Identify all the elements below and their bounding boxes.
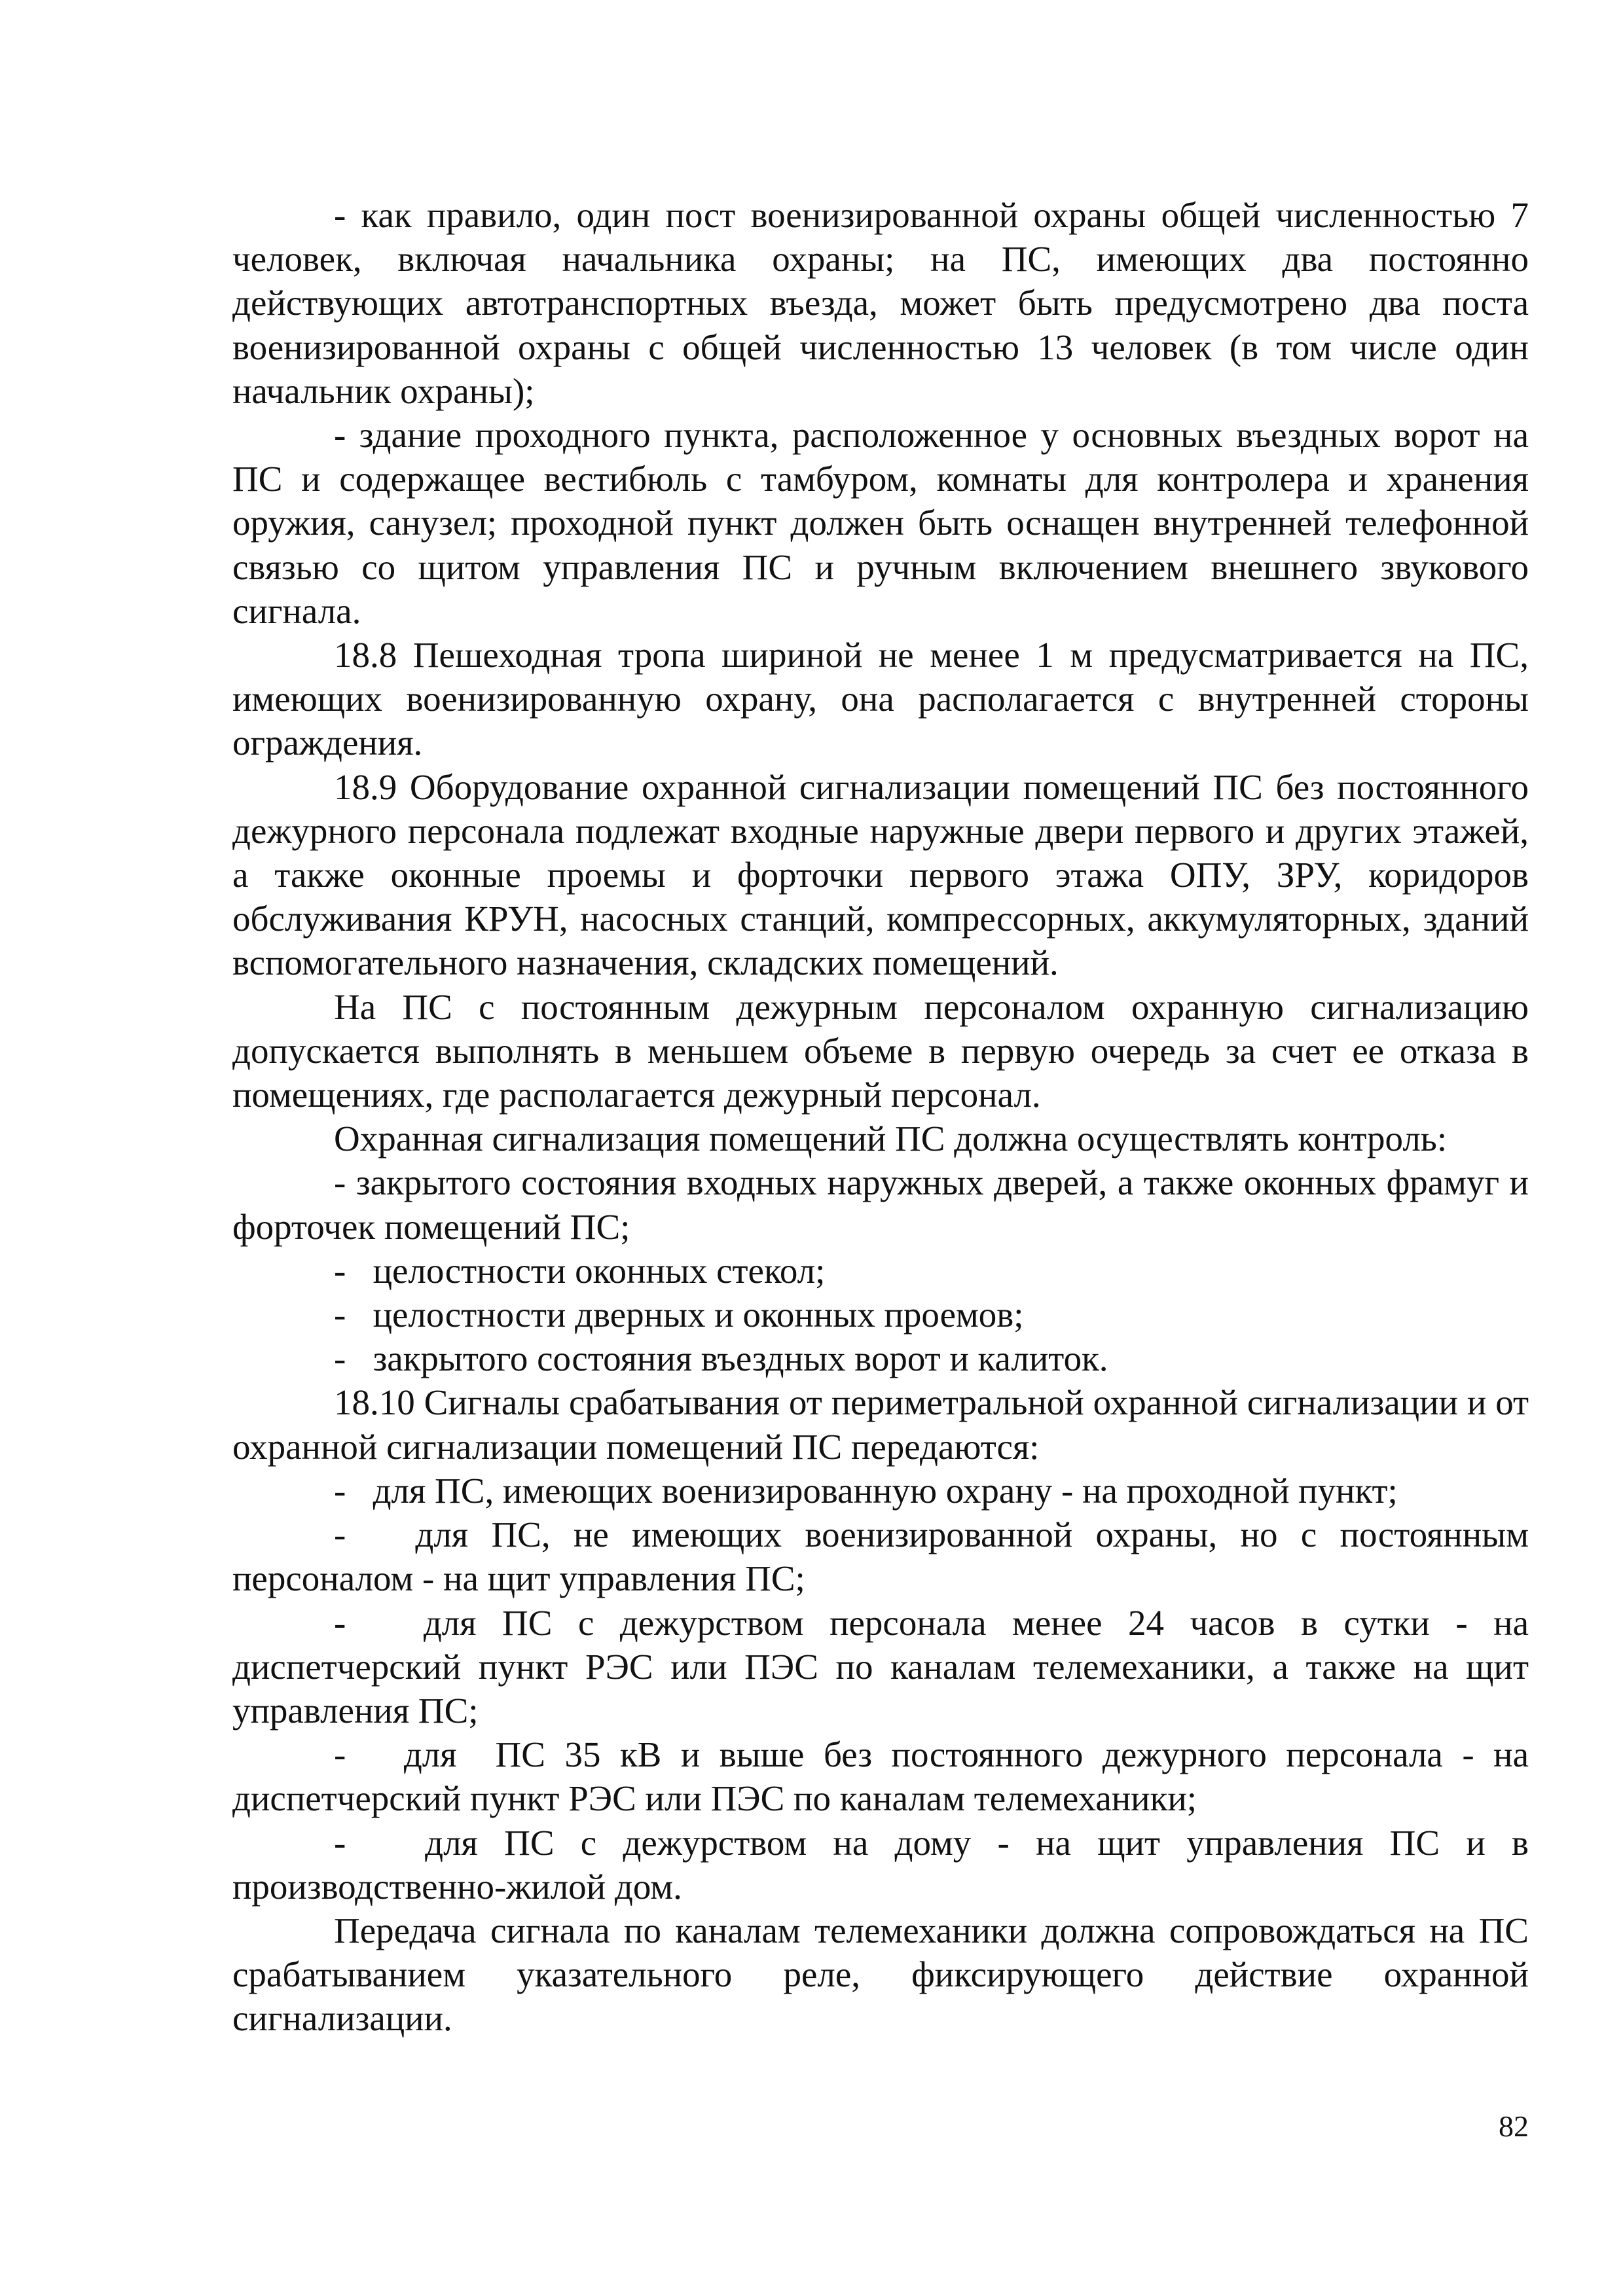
paragraph: Передача сигнала по каналам телемеханики должна сопровождаться на ПС срабатыванием указательного реле, фиксирующего действие охранной сигнализации. (232, 1910, 1538, 2039)
document-body (232, 193, 1538, 2041)
paragraph: На ПС с постоянным дежурным персоналом охранную сигнализацию допускается выполнять в меньшем объеме в первую очередь за счет ее отказа в помещениях, где располагается дежурный персонал. (232, 986, 1538, 1115)
paragraph: 18.8 Пешеходная тропа шириной не менее 1 м предусматривается на ПС, имеющих военизированную охрану, она располагается с внутренней стороны ограждения. (232, 635, 1538, 763)
list-item: - закрытого состояния въездных ворот и калиток. (334, 1338, 1108, 1379)
list-item: - для ПС, имеющих военизированную охрану - на проходной пункт; (334, 1470, 1398, 1511)
paragraph: - здание проходного пункта, расположенное у основных въездных ворот на ПС и содержащее вестибюль с тамбуром, комнаты для контролера и хранения оружия, санузел; проходной пункт должен быть оснащен внутренней телефонной связью со щитом управления ПС и ручным включением внешнего звукового сигнала. (232, 415, 1538, 631)
paragraph: 18.9 Оборудование охранной сигнализации помещений ПС без постоянного дежурного персонала подлежат входные наружные двери первого и других этажей, а также оконные проемы и форточки первого этажа ОПУ, ЗРУ, коридоров обслуживания КРУН, насосных станций, компрессорных, аккумуляторных, зданий вспомогательного назначения, складских помещений. (232, 766, 1538, 983)
list-item: - для ПС, не имеющих военизированной охраны, но с постоянным персоналом - на щит управления ПС; (232, 1515, 1538, 1599)
page-number: 82 (1499, 2109, 1529, 2143)
list-item: - целостности оконных стекол; (334, 1250, 826, 1291)
list-item: - целостности дверных и оконных проемов; (334, 1295, 1024, 1335)
paragraph: Охранная сигнализация помещений ПС должна осуществлять контроль: (334, 1119, 1448, 1159)
list-item: - для ПС с дежурством на дому - на щит управления ПС и в производственно-жилой дом. (232, 1822, 1538, 1907)
list-item: - закрытого состояния входных наружных дверей, а также оконных фрамуг и форточек помещений ПС; (232, 1162, 1538, 1247)
list-item: - для ПС с дежурством персонала менее 24 часов в сутки - на диспетчерский пункт РЭС или ПЭС по каналам телемеханики, а также на щит управления ПС; (232, 1602, 1538, 1731)
paragraph: - как правило, один пост военизированной охраны общей численностью 7 человек, включая начальника охраны; на ПС, имеющих два постоянно действующих автотранспортных въезда, может быть предусмотрено два поста военизированной охраны с общей численностью 13 человек (в том числе один начальник охраны); (232, 195, 1538, 411)
paragraph: 18.10 Сигналы срабатывания от периметральной охранной сигнализации и от охранной сигнализации помещений ПС передаются: (232, 1382, 1538, 1467)
list-item: - для ПС 35 кВ и выше без постоянного дежурного персонала - на диспетчерский пункт РЭС или ПЭС по каналам телемеханики; (232, 1734, 1538, 1819)
